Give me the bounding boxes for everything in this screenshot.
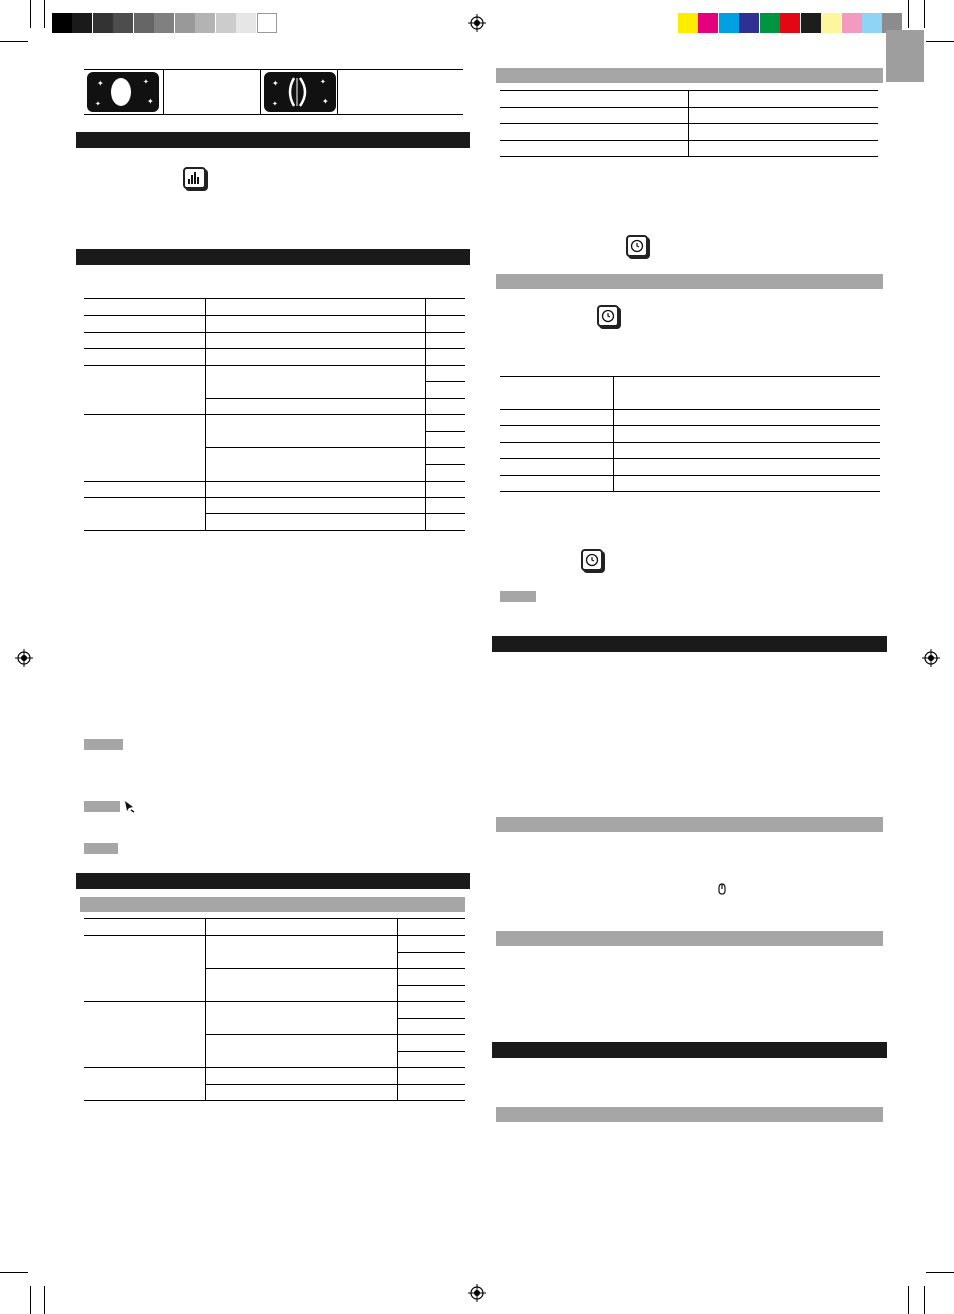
alarm-bell-icon [122, 799, 136, 813]
crop-mark [44, 1286, 45, 1314]
svg-text:✦: ✦ [320, 78, 326, 86]
language-tab [886, 30, 924, 82]
bar-chart-icon [183, 167, 206, 189]
note-label-box [84, 801, 120, 812]
note-label-box [500, 591, 536, 602]
subsection-header-bar [80, 897, 465, 912]
subsection-header-bar [496, 1107, 883, 1122]
svg-text:✦: ✦ [147, 97, 154, 106]
waning-moon-icon [264, 72, 336, 112]
registration-mark-icon [468, 14, 486, 32]
crop-mark [926, 1272, 954, 1273]
moon-table-border [84, 114, 463, 115]
registration-mark-icon [922, 649, 940, 667]
subsection-header-bar [496, 68, 883, 83]
crop-mark [924, 0, 925, 28]
svg-text:✦: ✦ [95, 100, 101, 108]
crop-mark [926, 41, 954, 42]
clock-icon [597, 305, 619, 327]
crop-mark [0, 41, 28, 42]
svg-text:✦: ✦ [143, 78, 149, 86]
crop-mark [0, 1272, 28, 1273]
crop-mark [30, 0, 31, 28]
note-label-box [84, 843, 118, 854]
svg-text:✦: ✦ [272, 79, 279, 88]
section-header-bar [76, 132, 470, 148]
hand-pointer-icon [716, 882, 728, 895]
moon-table-divider [260, 69, 261, 114]
moon-table-divider [163, 69, 164, 114]
crop-mark [908, 0, 909, 28]
subsection-header-bar [496, 817, 883, 832]
crop-mark [908, 1286, 909, 1314]
moon-table-divider [337, 69, 338, 114]
crop-mark [30, 1286, 31, 1314]
svg-text:✦: ✦ [97, 79, 104, 88]
full-moon-icon [87, 72, 159, 112]
clock-icon [581, 549, 603, 571]
subsection-header-bar [496, 931, 883, 946]
section-header-bar [76, 873, 470, 889]
registration-mark-icon [15, 649, 33, 667]
moon-table-border [84, 69, 463, 70]
svg-text:✦: ✦ [272, 100, 278, 108]
section-header-bar [492, 1042, 887, 1058]
clock-icon [626, 235, 648, 257]
note-label-box [84, 739, 123, 750]
subsection-header-bar [496, 274, 883, 289]
crop-mark [924, 1286, 925, 1314]
svg-text:✦: ✦ [322, 97, 329, 106]
registration-mark-icon [468, 1284, 486, 1302]
crop-mark [44, 0, 45, 28]
section-header-bar [492, 636, 887, 652]
section-header-bar [76, 249, 470, 265]
